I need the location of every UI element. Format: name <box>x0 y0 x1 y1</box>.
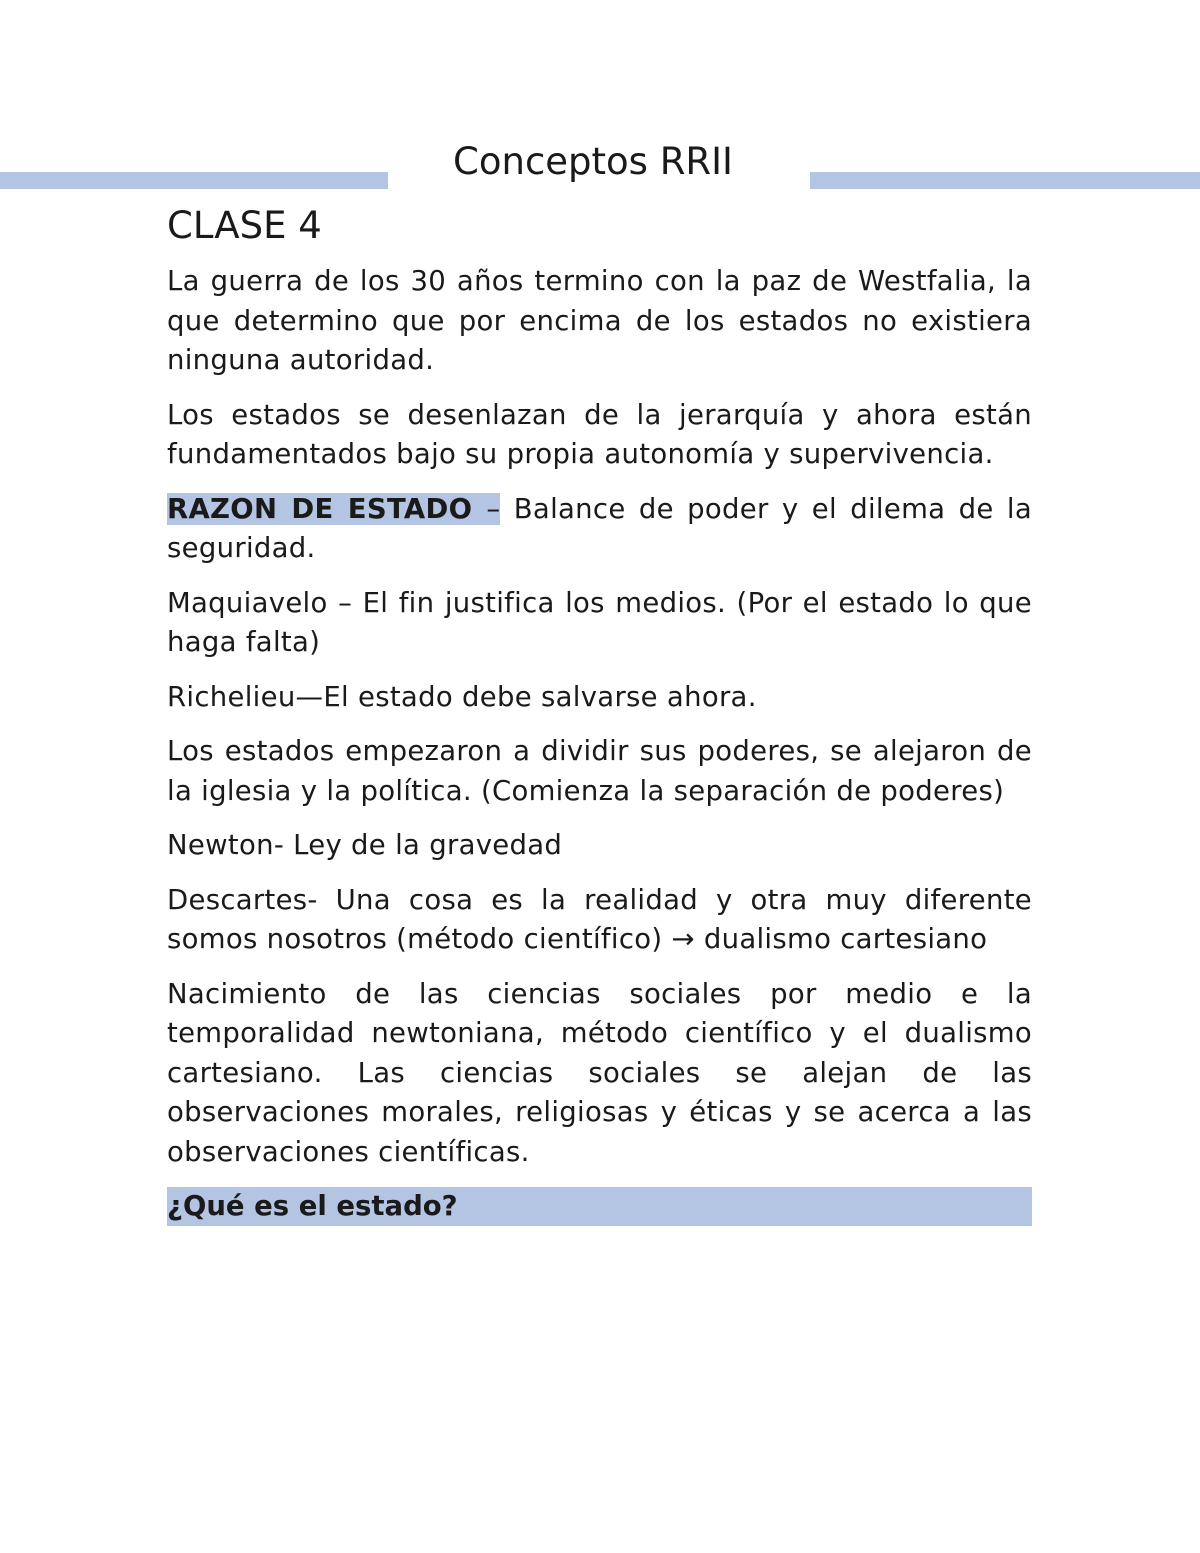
title-rule-left <box>0 172 388 189</box>
paragraph-estados-autonomia: Los estados se desenlazan de la jerarquía y ahora están fundamentados bajo su propia autonomía y supervivencia. <box>167 398 1032 470</box>
paragraph-richelieu: Richelieu—El estado debe salvarse ahora. <box>167 680 757 713</box>
document-body <box>167 200 1032 1226</box>
term-dash: – <box>486 492 501 525</box>
question-heading: ¿Qué es el estado? <box>167 1187 1032 1226</box>
paragraph-razon-de-estado <box>167 490 1032 569</box>
paragraph-newton: Newton- Ley de la gravedad <box>167 829 563 861</box>
paragraph-ciencias-sociales: Nacimiento de las ciencias sociales por medio e la temporalidad newtoniana, método científico y el dualismo cartesiano. Las ciencias sociales se alejan de las observaciones morales, religiosas y éticas y se acerca a las observaciones científicas. <box>167 977 1032 1168</box>
paragraph-westfalia: La guerra de los 30 años termino con la paz de Westfalia, la que determino que por encima de los estados no existiera ninguna autoridad. <box>167 265 1032 376</box>
razon-de-estado-definition: Balance de poder y el dilema de la seguridad. <box>167 492 1032 564</box>
paragraph-maquiavelo: Maquiavelo – El fin justifica los medios. (Por el estado lo que haga falta) <box>167 586 1032 658</box>
paragraph-separacion-poderes: Los estados empezaron a dividir sus poderes, se alejaron de la iglesia y la política. (Comienza la separación de poderes) <box>167 735 1032 807</box>
title-rule-right <box>810 172 1200 189</box>
term-razon-de-estado: RAZON DE ESTADO <box>167 492 487 525</box>
section-heading: CLASE 4 <box>167 204 322 247</box>
paragraph-descartes: Descartes- Una cosa es la realidad y otra muy diferente somos nosotros (método científico) → dualismo cartesiano <box>167 883 1032 955</box>
document-title: Conceptos RRII <box>453 140 733 183</box>
